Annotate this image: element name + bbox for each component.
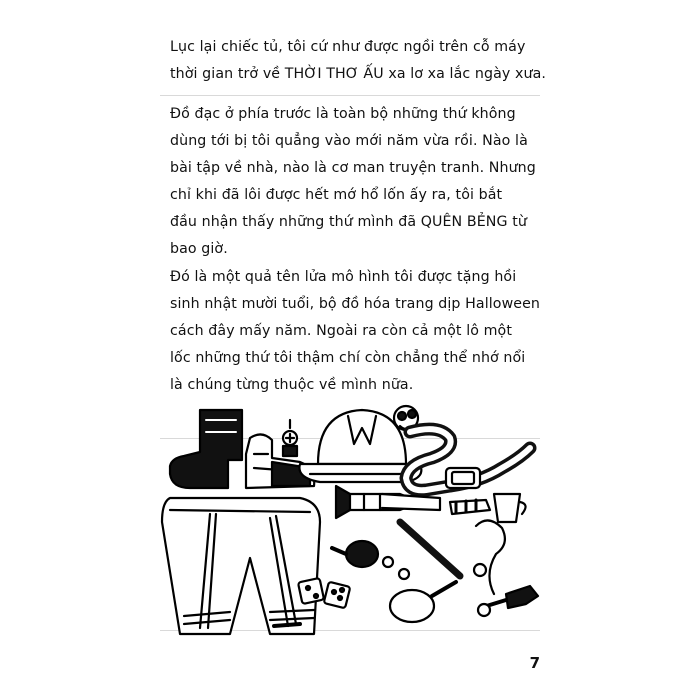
text-line: thời gian trở về THỜI THƠ ẤU xa lơ xa lắc ngày xưa.: [170, 66, 546, 82]
hose-icon: [474, 520, 505, 594]
cup-icon: [494, 494, 526, 522]
text-line: Đó là một quả tên lửa mô hình tôi được tặng hồi: [170, 269, 517, 285]
text-line: Lục lại chiếc tủ, tôi cứ như được ngồi trên cỗ máy: [170, 39, 526, 55]
paragraph-3: [170, 264, 542, 399]
pen-icon: [274, 624, 300, 626]
ruled-line: [160, 95, 540, 96]
text-line: chỉ khi đã lôi được hết mớ hổ lốn ấy ra, tôi bắt: [170, 187, 503, 203]
boot-icon: [170, 410, 242, 488]
text-line: là chúng từng thuộc về mình nữa.: [170, 377, 414, 393]
text-line: Đồ đạc ở phía trước là toàn bộ những thứ không: [170, 106, 516, 122]
paintbrush-icon: [478, 586, 538, 616]
magnifying-glass-icon: [390, 582, 456, 622]
text-line: bao giờ.: [170, 241, 228, 257]
paragraph-1: [170, 34, 546, 88]
picture-frame-icon: [446, 468, 480, 488]
ping-pong-paddle-icon: [332, 541, 409, 579]
text-line: sinh nhật mười tuổi, bộ đồ hóa trang dịp Halloween: [170, 296, 541, 312]
text-line: đầu nhận thấy những thứ mình đã QUÊN BẺNG từ: [170, 214, 527, 230]
small-boot-icon: [246, 434, 314, 488]
stick-icon: [400, 522, 460, 576]
robot-toy-icon: [283, 420, 297, 456]
costume-pants-icon: [162, 498, 320, 634]
text-line: cách đây mấy năm. Ngoài ra còn cả một lô một: [170, 323, 512, 339]
dice-icon: [298, 578, 350, 608]
text-line: bài tập về nhà, nào là cơ man truyện tranh. Nhưng: [170, 160, 536, 176]
junk-pile-illustration: [150, 398, 550, 636]
page-number: 7: [529, 654, 540, 672]
text-line: lốc những thứ tôi thậm chí còn chẳng thể nhớ nổi: [170, 350, 526, 366]
paragraph-2: [170, 101, 542, 263]
text-line: dùng tới bị tôi quẳng vào mới năm vừa rồi. Nào là: [170, 133, 528, 149]
